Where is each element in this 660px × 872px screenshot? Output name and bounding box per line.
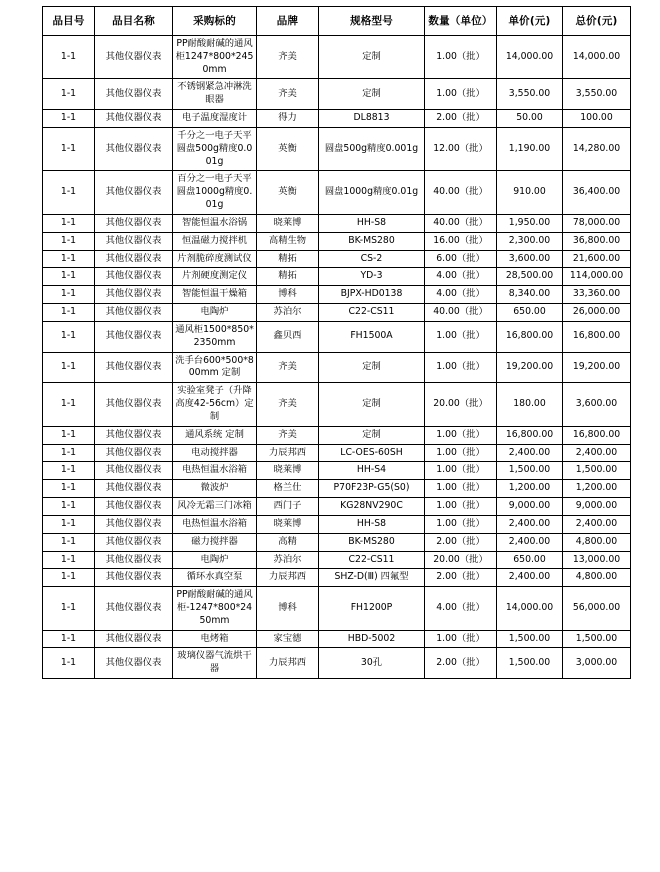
- cell-spec-model: 定制: [319, 426, 425, 444]
- cell-item-no: 1-1: [43, 515, 95, 533]
- cell-total-price: 14,000.00: [563, 36, 631, 79]
- cell-total-price: 2,400.00: [563, 444, 631, 462]
- cell-total-price: 2,400.00: [563, 515, 631, 533]
- cell-item-name: 其他仪器仪表: [95, 587, 173, 630]
- cell-brand: 精拓: [257, 250, 319, 268]
- cell-total-price: 1,500.00: [563, 630, 631, 648]
- cell-purchase-target: 通风系统 定制: [173, 426, 257, 444]
- cell-purchase-target: 洗手台600*500*800mm 定制: [173, 352, 257, 383]
- cell-unit-price: 9,000.00: [497, 498, 563, 516]
- cell-item-name: 其他仪器仪表: [95, 444, 173, 462]
- cell-purchase-target: 风冷无霜三门冰箱: [173, 498, 257, 516]
- cell-purchase-target: 电陶炉: [173, 304, 257, 322]
- cell-brand: 西门子: [257, 498, 319, 516]
- cell-total-price: 56,000.00: [563, 587, 631, 630]
- cell-unit-price: 1,500.00: [497, 462, 563, 480]
- cell-spec-model: 圆盘500g精度0.001g: [319, 127, 425, 170]
- cell-spec-model: FH1200P: [319, 587, 425, 630]
- cell-item-name: 其他仪器仪表: [95, 79, 173, 110]
- table-row: [43, 383, 631, 426]
- cell-quantity: 6.00（批）: [425, 250, 497, 268]
- cell-unit-price: 8,340.00: [497, 286, 563, 304]
- cell-item-no: 1-1: [43, 250, 95, 268]
- cell-purchase-target: 电陶炉: [173, 551, 257, 569]
- cell-item-name: 其他仪器仪表: [95, 321, 173, 352]
- cell-purchase-target: 片剂硬度测定仪: [173, 268, 257, 286]
- cell-item-name: 其他仪器仪表: [95, 630, 173, 648]
- cell-item-no: 1-1: [43, 352, 95, 383]
- cell-purchase-target: 实验室凳子（升降高度42-56cm）定制: [173, 383, 257, 426]
- cell-purchase-target: 循环水真空泵: [173, 569, 257, 587]
- cell-unit-price: 650.00: [497, 304, 563, 322]
- cell-spec-model: BK-MS280: [319, 533, 425, 551]
- cell-total-price: 100.00: [563, 110, 631, 128]
- cell-brand: 晓莱博: [257, 214, 319, 232]
- cell-total-price: 114,000.00: [563, 268, 631, 286]
- cell-total-price: 14,280.00: [563, 127, 631, 170]
- cell-item-no: 1-1: [43, 304, 95, 322]
- table-row: [43, 286, 631, 304]
- table-row: [43, 587, 631, 630]
- col-header-item-no: 品目号: [43, 7, 95, 36]
- cell-item-name: 其他仪器仪表: [95, 569, 173, 587]
- cell-spec-model: 30孔: [319, 648, 425, 679]
- cell-spec-model: HH-S8: [319, 515, 425, 533]
- cell-item-name: 其他仪器仪表: [95, 648, 173, 679]
- cell-brand: 格兰仕: [257, 480, 319, 498]
- cell-spec-model: HBD-5002: [319, 630, 425, 648]
- col-header-target: 采购标的: [173, 7, 257, 36]
- cell-spec-model: C22-CS11: [319, 551, 425, 569]
- cell-total-price: 1,200.00: [563, 480, 631, 498]
- cell-total-price: 19,200.00: [563, 352, 631, 383]
- cell-quantity: 12.00（批）: [425, 127, 497, 170]
- cell-item-name: 其他仪器仪表: [95, 515, 173, 533]
- cell-purchase-target: 片剂脆碎度测试仪: [173, 250, 257, 268]
- cell-brand: 晓莱博: [257, 515, 319, 533]
- cell-item-no: 1-1: [43, 569, 95, 587]
- table-row: [43, 569, 631, 587]
- cell-quantity: 2.00（批）: [425, 110, 497, 128]
- cell-quantity: 1.00（批）: [425, 444, 497, 462]
- cell-unit-price: 2,400.00: [497, 515, 563, 533]
- cell-total-price: 21,600.00: [563, 250, 631, 268]
- col-header-item-name: 品目名称: [95, 7, 173, 36]
- cell-unit-price: 14,000.00: [497, 587, 563, 630]
- cell-spec-model: CS-2: [319, 250, 425, 268]
- cell-brand: 力辰邦西: [257, 444, 319, 462]
- col-header-spec: 规格型号: [319, 7, 425, 36]
- cell-unit-price: 650.00: [497, 551, 563, 569]
- cell-total-price: 1,500.00: [563, 462, 631, 480]
- cell-spec-model: 定制: [319, 36, 425, 79]
- cell-brand: 博科: [257, 587, 319, 630]
- cell-spec-model: HH-S8: [319, 214, 425, 232]
- cell-item-name: 其他仪器仪表: [95, 551, 173, 569]
- cell-brand: 英衡: [257, 171, 319, 214]
- cell-quantity: 1.00（批）: [425, 630, 497, 648]
- cell-purchase-target: 电动搅拌器: [173, 444, 257, 462]
- cell-item-no: 1-1: [43, 286, 95, 304]
- cell-total-price: 16,800.00: [563, 321, 631, 352]
- cell-quantity: 1.00（批）: [425, 36, 497, 79]
- cell-item-name: 其他仪器仪表: [95, 426, 173, 444]
- cell-unit-price: 3,550.00: [497, 79, 563, 110]
- cell-quantity: 4.00（批）: [425, 286, 497, 304]
- table-row: [43, 630, 631, 648]
- cell-brand: 家宝德: [257, 630, 319, 648]
- cell-item-name: 其他仪器仪表: [95, 304, 173, 322]
- cell-total-price: 4,800.00: [563, 533, 631, 551]
- cell-item-name: 其他仪器仪表: [95, 533, 173, 551]
- cell-quantity: 16.00（批）: [425, 232, 497, 250]
- cell-item-no: 1-1: [43, 480, 95, 498]
- table-row: [43, 533, 631, 551]
- cell-item-no: 1-1: [43, 232, 95, 250]
- col-header-total-price: 总价(元): [563, 7, 631, 36]
- cell-item-no: 1-1: [43, 533, 95, 551]
- cell-item-name: 其他仪器仪表: [95, 232, 173, 250]
- cell-purchase-target: 电子温度湿度计: [173, 110, 257, 128]
- table-row: [43, 268, 631, 286]
- cell-item-no: 1-1: [43, 321, 95, 352]
- cell-purchase-target: PP耐酸耐碱的通风柜-1247*800*2450mm: [173, 587, 257, 630]
- cell-quantity: 2.00（批）: [425, 569, 497, 587]
- cell-brand: 得力: [257, 110, 319, 128]
- cell-total-price: 26,000.00: [563, 304, 631, 322]
- cell-item-no: 1-1: [43, 79, 95, 110]
- cell-spec-model: BJPX-HD0138: [319, 286, 425, 304]
- cell-purchase-target: 玻璃仪器气流烘干器: [173, 648, 257, 679]
- cell-item-name: 其他仪器仪表: [95, 498, 173, 516]
- cell-item-name: 其他仪器仪表: [95, 480, 173, 498]
- cell-brand: 齐美: [257, 352, 319, 383]
- cell-unit-price: 2,400.00: [497, 533, 563, 551]
- cell-unit-price: 1,500.00: [497, 630, 563, 648]
- cell-item-name: 其他仪器仪表: [95, 127, 173, 170]
- cell-total-price: 36,800.00: [563, 232, 631, 250]
- table-body: [43, 36, 631, 679]
- cell-total-price: 3,550.00: [563, 79, 631, 110]
- cell-brand: 齐美: [257, 79, 319, 110]
- cell-brand: 苏泊尔: [257, 551, 319, 569]
- cell-quantity: 20.00（批）: [425, 551, 497, 569]
- cell-brand: 高精生物: [257, 232, 319, 250]
- cell-total-price: 3,000.00: [563, 648, 631, 679]
- cell-total-price: 33,360.00: [563, 286, 631, 304]
- cell-quantity: 40.00（批）: [425, 214, 497, 232]
- cell-spec-model: YD-3: [319, 268, 425, 286]
- cell-total-price: 16,800.00: [563, 426, 631, 444]
- table-row: [43, 551, 631, 569]
- cell-spec-model: 定制: [319, 352, 425, 383]
- cell-item-no: 1-1: [43, 551, 95, 569]
- cell-item-name: 其他仪器仪表: [95, 268, 173, 286]
- cell-total-price: 36,400.00: [563, 171, 631, 214]
- cell-item-no: 1-1: [43, 127, 95, 170]
- cell-spec-model: DL8813: [319, 110, 425, 128]
- cell-brand: 齐美: [257, 36, 319, 79]
- table-row: [43, 127, 631, 170]
- table-row: [43, 214, 631, 232]
- cell-item-no: 1-1: [43, 587, 95, 630]
- table-row: [43, 462, 631, 480]
- cell-item-name: 其他仪器仪表: [95, 462, 173, 480]
- col-header-quantity: 数量（单位）: [425, 7, 497, 36]
- cell-purchase-target: 电热恒温水浴箱: [173, 515, 257, 533]
- cell-unit-price: 1,950.00: [497, 214, 563, 232]
- cell-purchase-target: 电热恒温水浴箱: [173, 462, 257, 480]
- cell-unit-price: 28,500.00: [497, 268, 563, 286]
- cell-item-no: 1-1: [43, 110, 95, 128]
- cell-unit-price: 3,600.00: [497, 250, 563, 268]
- cell-quantity: 40.00（批）: [425, 304, 497, 322]
- table-row: [43, 515, 631, 533]
- cell-item-no: 1-1: [43, 268, 95, 286]
- cell-total-price: 78,000.00: [563, 214, 631, 232]
- table-row: [43, 648, 631, 679]
- table-header-row: [43, 7, 631, 36]
- cell-total-price: 9,000.00: [563, 498, 631, 516]
- cell-unit-price: 1,190.00: [497, 127, 563, 170]
- cell-total-price: 4,800.00: [563, 569, 631, 587]
- cell-unit-price: 50.00: [497, 110, 563, 128]
- table-row: [43, 498, 631, 516]
- table-row: [43, 444, 631, 462]
- cell-quantity: 1.00（批）: [425, 462, 497, 480]
- cell-purchase-target: 智能恒温干燥箱: [173, 286, 257, 304]
- cell-purchase-target: 不锈钢紧急冲淋洗眼器: [173, 79, 257, 110]
- cell-purchase-target: 通风柜1500*850*2350mm: [173, 321, 257, 352]
- cell-unit-price: 14,000.00: [497, 36, 563, 79]
- cell-spec-model: KG28NV290C: [319, 498, 425, 516]
- cell-brand: 力辰邦西: [257, 569, 319, 587]
- cell-item-no: 1-1: [43, 648, 95, 679]
- cell-spec-model: 定制: [319, 383, 425, 426]
- cell-quantity: 1.00（批）: [425, 498, 497, 516]
- cell-spec-model: SHZ-D(Ⅲ) 四氟型: [319, 569, 425, 587]
- table-row: [43, 321, 631, 352]
- cell-quantity: 1.00（批）: [425, 79, 497, 110]
- cell-item-no: 1-1: [43, 498, 95, 516]
- cell-spec-model: 圆盘1000g精度0.01g: [319, 171, 425, 214]
- cell-unit-price: 16,800.00: [497, 426, 563, 444]
- cell-purchase-target: 恒温磁力搅拌机: [173, 232, 257, 250]
- cell-spec-model: C22-CS11: [319, 304, 425, 322]
- table-row: [43, 171, 631, 214]
- cell-brand: 晓莱博: [257, 462, 319, 480]
- cell-brand: 苏泊尔: [257, 304, 319, 322]
- cell-unit-price: 16,800.00: [497, 321, 563, 352]
- cell-brand: 精拓: [257, 268, 319, 286]
- cell-item-no: 1-1: [43, 462, 95, 480]
- cell-unit-price: 2,400.00: [497, 569, 563, 587]
- cell-spec-model: FH1500A: [319, 321, 425, 352]
- table-row: [43, 110, 631, 128]
- cell-quantity: 2.00（批）: [425, 533, 497, 551]
- cell-item-name: 其他仪器仪表: [95, 383, 173, 426]
- cell-item-no: 1-1: [43, 630, 95, 648]
- cell-brand: 高精: [257, 533, 319, 551]
- cell-item-no: 1-1: [43, 171, 95, 214]
- cell-unit-price: 2,300.00: [497, 232, 563, 250]
- table-row: [43, 480, 631, 498]
- cell-spec-model: BK-MS280: [319, 232, 425, 250]
- table-row: [43, 36, 631, 79]
- cell-unit-price: 2,400.00: [497, 444, 563, 462]
- cell-quantity: 1.00（批）: [425, 515, 497, 533]
- cell-spec-model: LC-OES-60SH: [319, 444, 425, 462]
- cell-item-no: 1-1: [43, 214, 95, 232]
- cell-spec-model: P70F23P-G5(S0): [319, 480, 425, 498]
- cell-item-name: 其他仪器仪表: [95, 110, 173, 128]
- cell-quantity: 40.00（批）: [425, 171, 497, 214]
- cell-brand: 齐美: [257, 383, 319, 426]
- cell-quantity: 2.00（批）: [425, 648, 497, 679]
- cell-item-no: 1-1: [43, 383, 95, 426]
- table-row: [43, 79, 631, 110]
- cell-total-price: 13,000.00: [563, 551, 631, 569]
- cell-purchase-target: 智能恒温水浴锅: [173, 214, 257, 232]
- table-row: [43, 304, 631, 322]
- cell-quantity: 1.00（批）: [425, 321, 497, 352]
- cell-brand: 齐美: [257, 426, 319, 444]
- cell-unit-price: 180.00: [497, 383, 563, 426]
- cell-item-name: 其他仪器仪表: [95, 36, 173, 79]
- cell-purchase-target: 微波炉: [173, 480, 257, 498]
- cell-total-price: 3,600.00: [563, 383, 631, 426]
- cell-unit-price: 19,200.00: [497, 352, 563, 383]
- cell-spec-model: HH-S4: [319, 462, 425, 480]
- cell-item-no: 1-1: [43, 36, 95, 79]
- col-header-unit-price: 单价(元): [497, 7, 563, 36]
- cell-quantity: 1.00（批）: [425, 352, 497, 383]
- col-header-brand: 品牌: [257, 7, 319, 36]
- cell-item-name: 其他仪器仪表: [95, 286, 173, 304]
- cell-spec-model: 定制: [319, 79, 425, 110]
- cell-item-name: 其他仪器仪表: [95, 250, 173, 268]
- cell-quantity: 4.00（批）: [425, 268, 497, 286]
- cell-item-name: 其他仪器仪表: [95, 214, 173, 232]
- cell-brand: 英衡: [257, 127, 319, 170]
- cell-unit-price: 1,200.00: [497, 480, 563, 498]
- table-row: [43, 232, 631, 250]
- cell-item-name: 其他仪器仪表: [95, 171, 173, 214]
- cell-unit-price: 1,500.00: [497, 648, 563, 679]
- cell-brand: 鑫贝西: [257, 321, 319, 352]
- cell-item-no: 1-1: [43, 444, 95, 462]
- cell-purchase-target: PP耐酸耐碱的通风柜1247*800*2450mm: [173, 36, 257, 79]
- cell-quantity: 1.00（批）: [425, 480, 497, 498]
- table-row: [43, 426, 631, 444]
- cell-item-name: 其他仪器仪表: [95, 352, 173, 383]
- cell-quantity: 4.00（批）: [425, 587, 497, 630]
- cell-brand: 力辰邦西: [257, 648, 319, 679]
- cell-quantity: 20.00（批）: [425, 383, 497, 426]
- cell-unit-price: 910.00: [497, 171, 563, 214]
- cell-purchase-target: 百分之一电子天平 圆盘1000g精度0.01g: [173, 171, 257, 214]
- cell-purchase-target: 电烤箱: [173, 630, 257, 648]
- cell-purchase-target: 千分之一电子天平 圆盘500g精度0.001g: [173, 127, 257, 170]
- procurement-items-table: [42, 6, 631, 679]
- cell-purchase-target: 磁力搅拌器: [173, 533, 257, 551]
- table-row: [43, 250, 631, 268]
- cell-quantity: 1.00（批）: [425, 426, 497, 444]
- cell-brand: 博科: [257, 286, 319, 304]
- table-row: [43, 352, 631, 383]
- cell-item-no: 1-1: [43, 426, 95, 444]
